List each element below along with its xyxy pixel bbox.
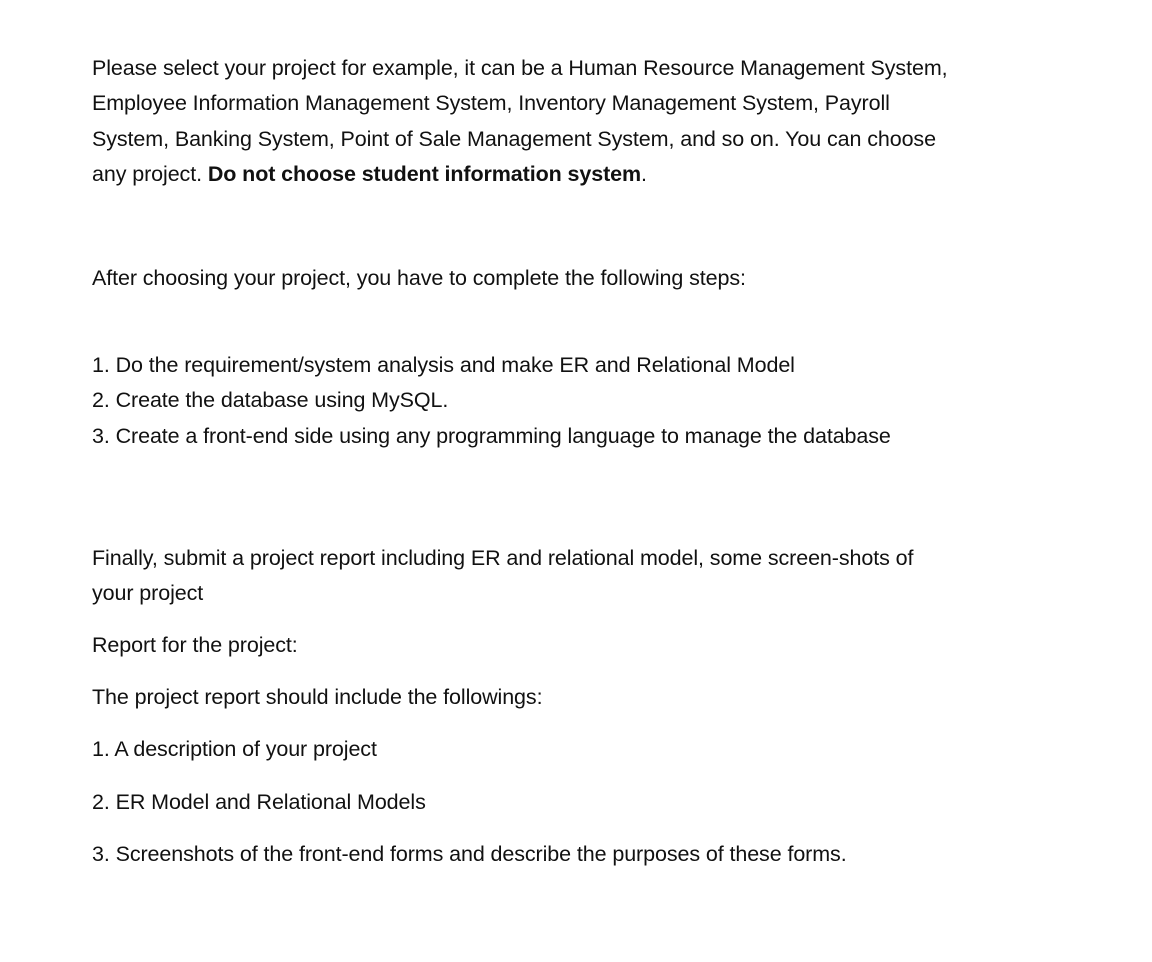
intro-line-4-start: any project.: [92, 162, 208, 186]
steps-intro: After choosing your project, you have to complete the following steps:: [92, 266, 746, 290]
report-item-3: 3. Screenshots of the front-end forms and describe the purposes of these forms.: [92, 842, 847, 866]
report-item-1: 1. A description of your project: [92, 737, 377, 761]
intro-line-3: System, Banking System, Point of Sale Management System, and so on. You can choose: [92, 127, 936, 151]
intro-line-4-end: .: [641, 162, 647, 186]
report-item-2: 2. ER Model and Relational Models: [92, 790, 426, 814]
intro-line-4: [92, 160, 647, 188]
finally-line-1: Finally, submit a project report including ER and relational model, some screen-shots of: [92, 546, 914, 570]
step-item-2: 2. Create the database using MySQL.: [92, 388, 449, 412]
step-item-3: 3. Create a front-end side using any programming language to manage the database: [92, 424, 891, 448]
intro-line-2: Employee Information Management System, Inventory Management System, Payroll: [92, 91, 890, 115]
intro-line-1: Please select your project for example, it can be a Human Resource Management System,: [92, 56, 948, 80]
intro-warning-bold: Do not choose student information system: [207, 162, 642, 186]
finally-line-2: your project: [92, 581, 204, 605]
report-heading: Report for the project:: [92, 633, 298, 657]
step-item-1: 1. Do the requirement/system analysis and make ER and Relational Model: [92, 353, 795, 377]
report-intro: The project report should include the followings:: [92, 685, 543, 709]
